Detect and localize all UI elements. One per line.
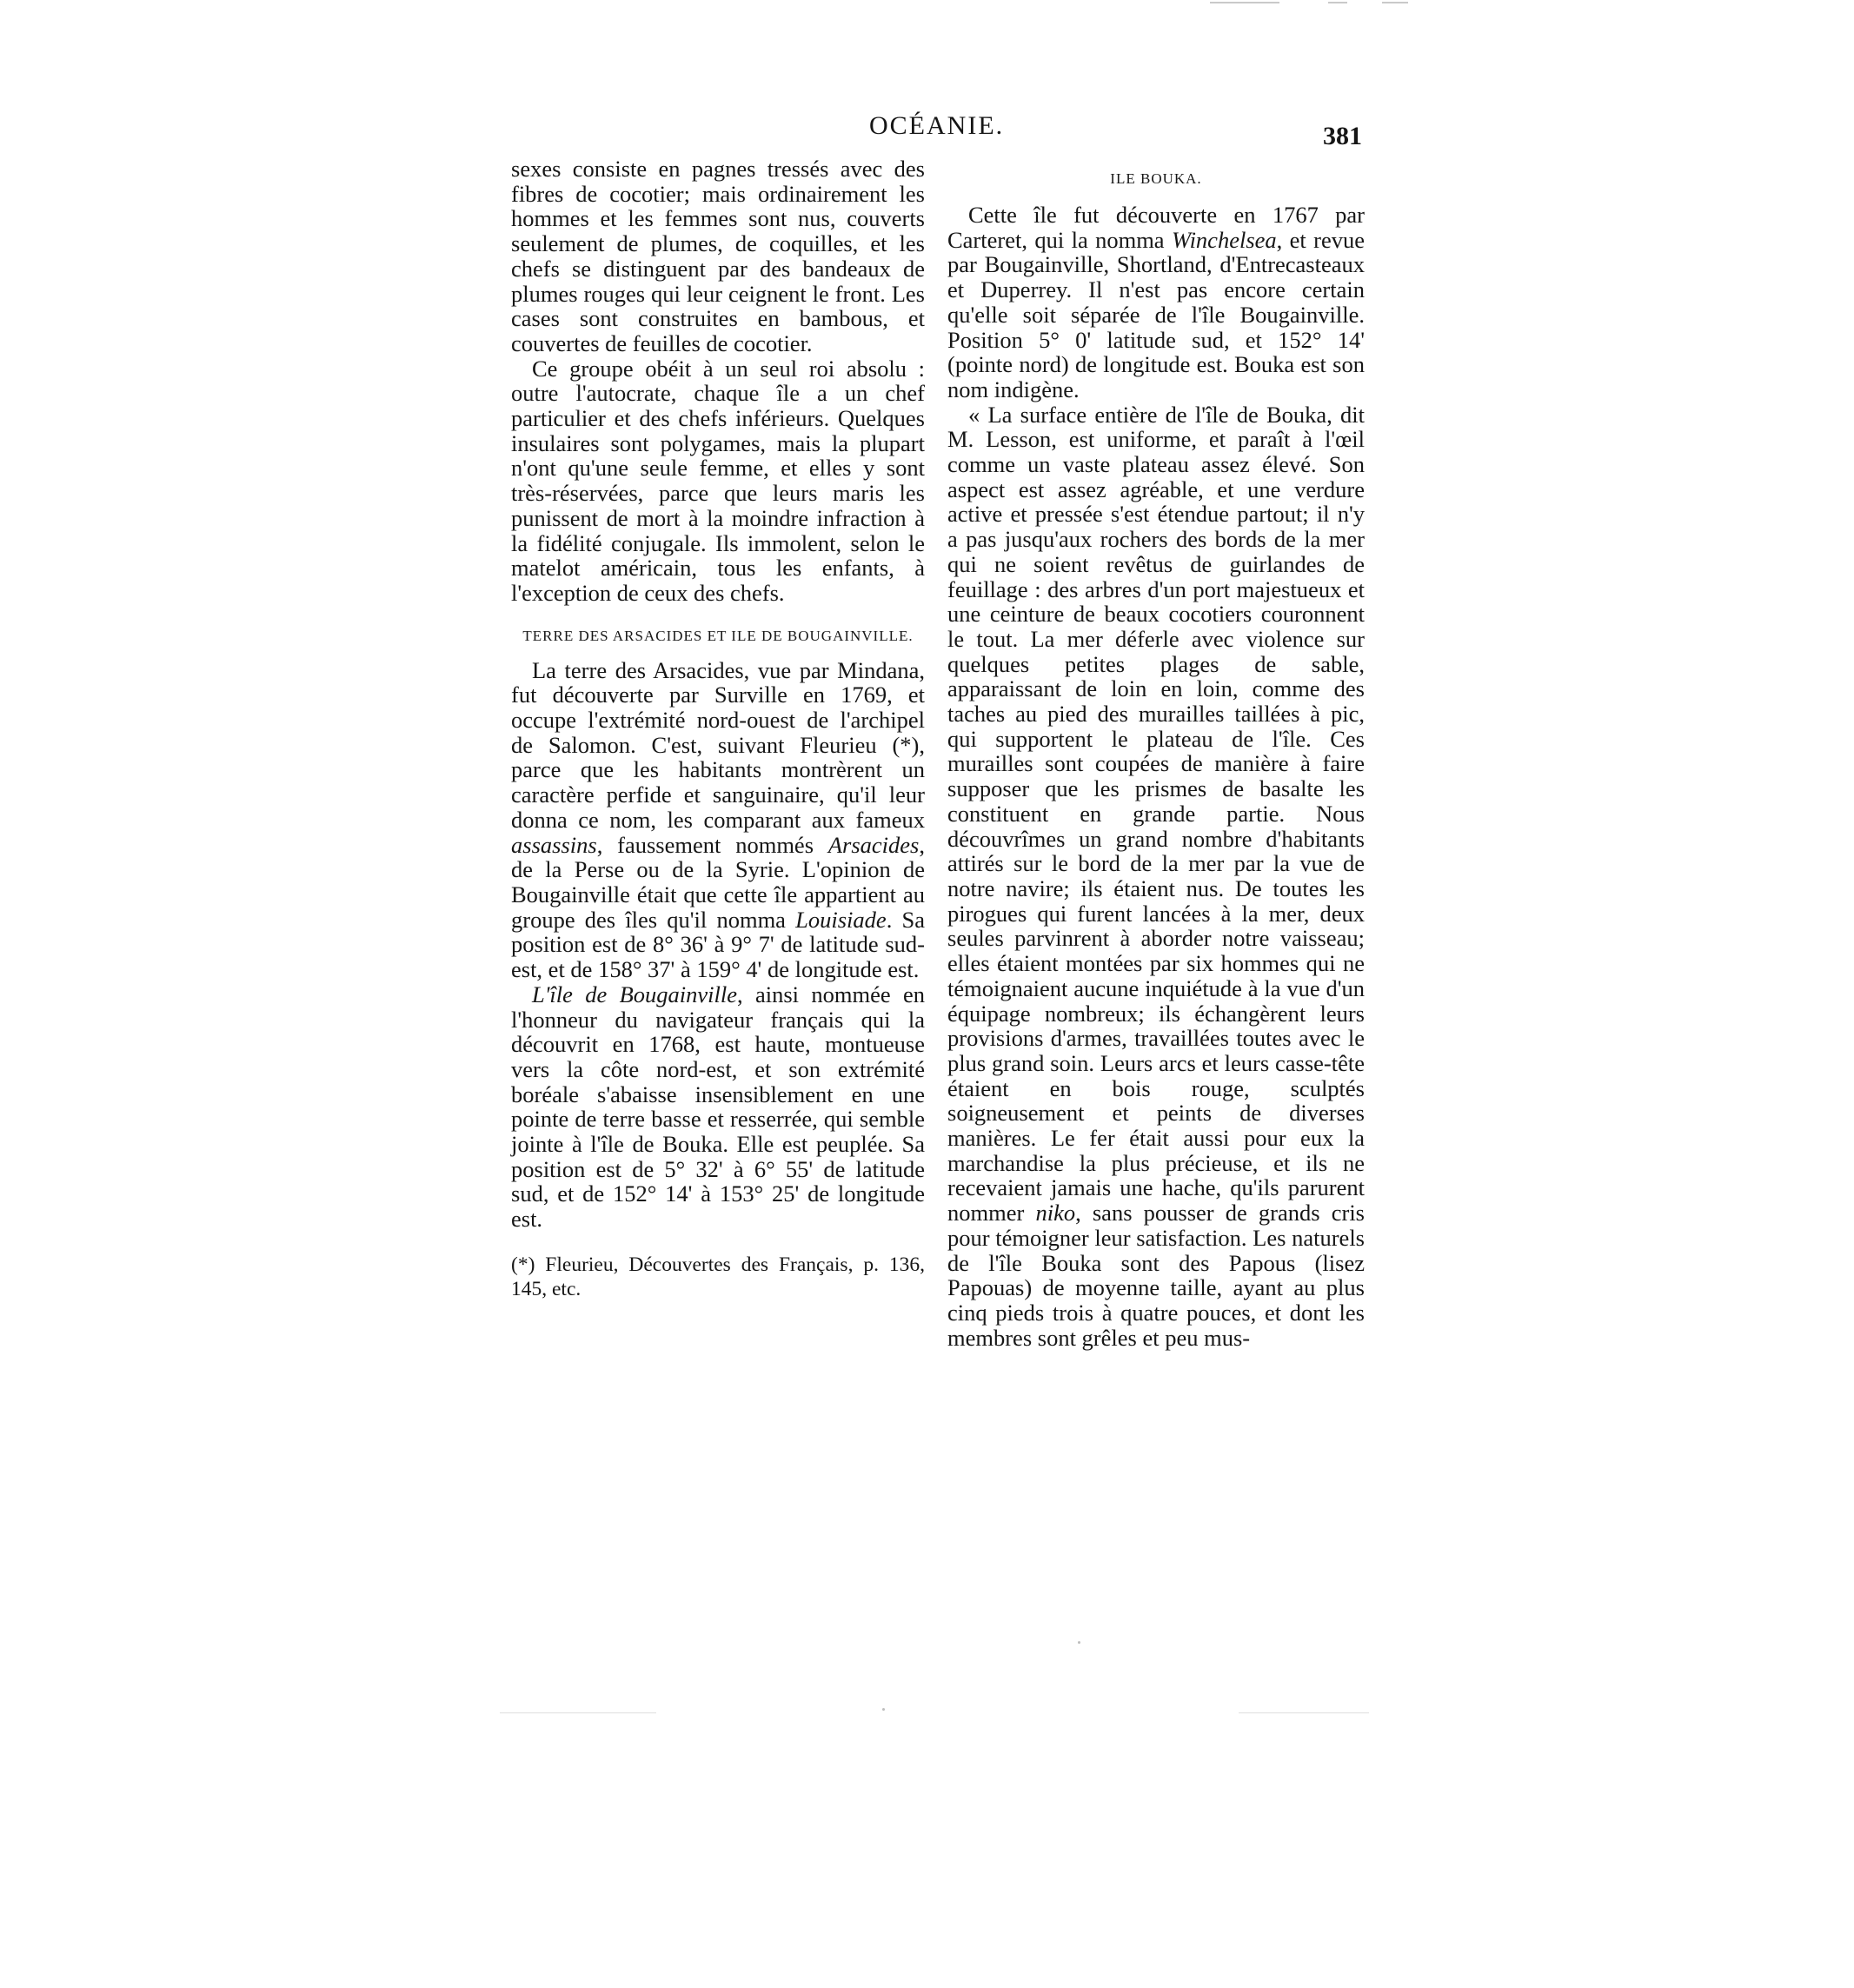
scan-artifact-line: [1328, 2, 1347, 3]
section-heading-arsacides: TERRE DES ARSACIDES ET ILE DE BOUGAINVILLE.: [522, 627, 914, 644]
paragraph: sexes consiste en pagnes tressés avec des fibres de cocotier; mais ordinairement les hommes et les femmes sont nus, couverts seulement de plumes, de coquilles, et les chefs se distinguent par des bandeaux de plumes rouges qui leur ceignent le front. Les cases sont construites en bambous, et couvertes de feuilles de cocotier.: [511, 156, 925, 356]
right-column: [947, 168, 1365, 1350]
scan-artifact-line: [500, 1712, 656, 1713]
footnote: (*) Fleurieu, Découvertes des Français, p. 136, 145, etc.: [511, 1253, 925, 1300]
scan-noise: [882, 1708, 885, 1711]
running-header-title: OCÉANIE.: [869, 111, 1005, 140]
left-column: [511, 156, 925, 1301]
paragraph: L'île de Bougainville, ainsi nommée en l'honneur du navigateur français qui la découvrit en 1768, est haute, montueuse vers la côte nord-est, et son extrémité boréale s'abaisse insensiblement en une pointe de terre basse et resserrée, qui semble jointe à l'île de Bouka. Elle est peuplée. Sa position est de 5° 32' à 6° 55' de latitude sud, et de 152° 14' à 153° 25' de longitude est.: [511, 981, 925, 1233]
scan-noise: [1078, 1641, 1080, 1644]
paragraph: « La surface entière de l'île de Bouka, dit M. Lesson, est uniforme, et paraît à l'œil comme un vaste plateau assez élevé. Son aspect est assez agréable, et une verdure active et pressée s'est étendue partout; il n'y a pas jusqu'aux rochers des bords de la mer qui ne soient revêtus de guirlandes de feuillage : des arbres d'un port majestueux et une ceinture de beaux cocotiers couronnent le tout. La mer déferle avec violence sur quelques petites plages de sable, apparaissant de loin en loin, comme des taches au pied des murailles taillées à pic, qui supportent le plateau de l'île. Ces murailles sont coupées de manière à faire supposer que les prismes de basalte les constituent en grande partie. Nous découvrîmes un grand nombre d'habitants attirés sur le bord de la mer par la vue de notre navire; ils étaient nus. De toutes les pirogues qui furent lancées à la mer, deux seules parvinrent à aborder notre vaisseau; elles étaient montées par six hommes qui ne témoignaient aucune inquiétude à la vue d'un équipage nombreux; ils échangèrent leurs provisions d'armes, travaillées toutes avec le plus grand soin. Leurs arcs et leurs casse-tête étaient en bois rouge, sculptés soigneusement et peints de diverses manières. Le fer était aussi pour eux la marchandise la plus précieuse, et ils ne recevaient jamais une hache, qu'ils parurent nommer niko, sans pousser de grands cris pour témoigner leur satisfaction. Les naturels de l'île Bouka sont des Papous (lisez Papouas) de moyenne taille, ayant au plus cinq pieds trois à quatre pouces, et dont les membres sont grêles et peu mus-: [947, 401, 1365, 1351]
scan-artifact-line: [1239, 1712, 1369, 1713]
paragraph: Cette île fut découverte en 1767 par Carteret, qui la nomma Winchelsea, et revue par Bougainville, Shortland, d'Entrecasteaux et Duperrey. Il n'est pas encore certain qu'elle soit séparée de l'île Bougainville. Position 5° 0' latitude sud, et 152° 14' (pointe nord) de longitude est. Bouka est son nom indigène.: [947, 202, 1365, 402]
section-heading-bouka: ILE BOUKA.: [1110, 170, 1202, 187]
page-number: 381: [1323, 122, 1362, 150]
paragraph: Ce groupe obéit à un seul roi absolu : outre l'autocrate, chaque île a un chef particulier et des chefs inférieurs. Quelques insulaires sont polygames, mais la plupart n'ont qu'une seule femme, et elles y sont très-réservées, parce que leurs maris les punissent de mort à la moindre infraction à la fidélité conjugale. Ils immolent, selon le matelot américain, tous les enfants, à l'exception de ceux des chefs.: [511, 355, 925, 606]
paragraph: La terre des Arsacides, vue par Mindana, fut découverte par Surville en 1769, et occupe l'extrémité nord-ouest de l'archipel de Salomon. C'est, suivant Fleurieu (*), parce que les habitants montrèrent un caractère perfide et sanguinaire, qu'il leur donna ce nom, les comparant aux fameux assassins, faussement nommés Arsacides, de la Perse ou de la Syrie. L'opinion de Bougainville était que cette île appartient au groupe des îles qu'il nomma Louisiade. Sa position est de 8° 36' à 9° 7' de latitude sud-est, et de 158° 37' à 159° 4' de longitude est.: [511, 656, 925, 983]
scan-artifact-line: [1210, 2, 1279, 3]
scan-artifact-line: [1382, 2, 1408, 3]
